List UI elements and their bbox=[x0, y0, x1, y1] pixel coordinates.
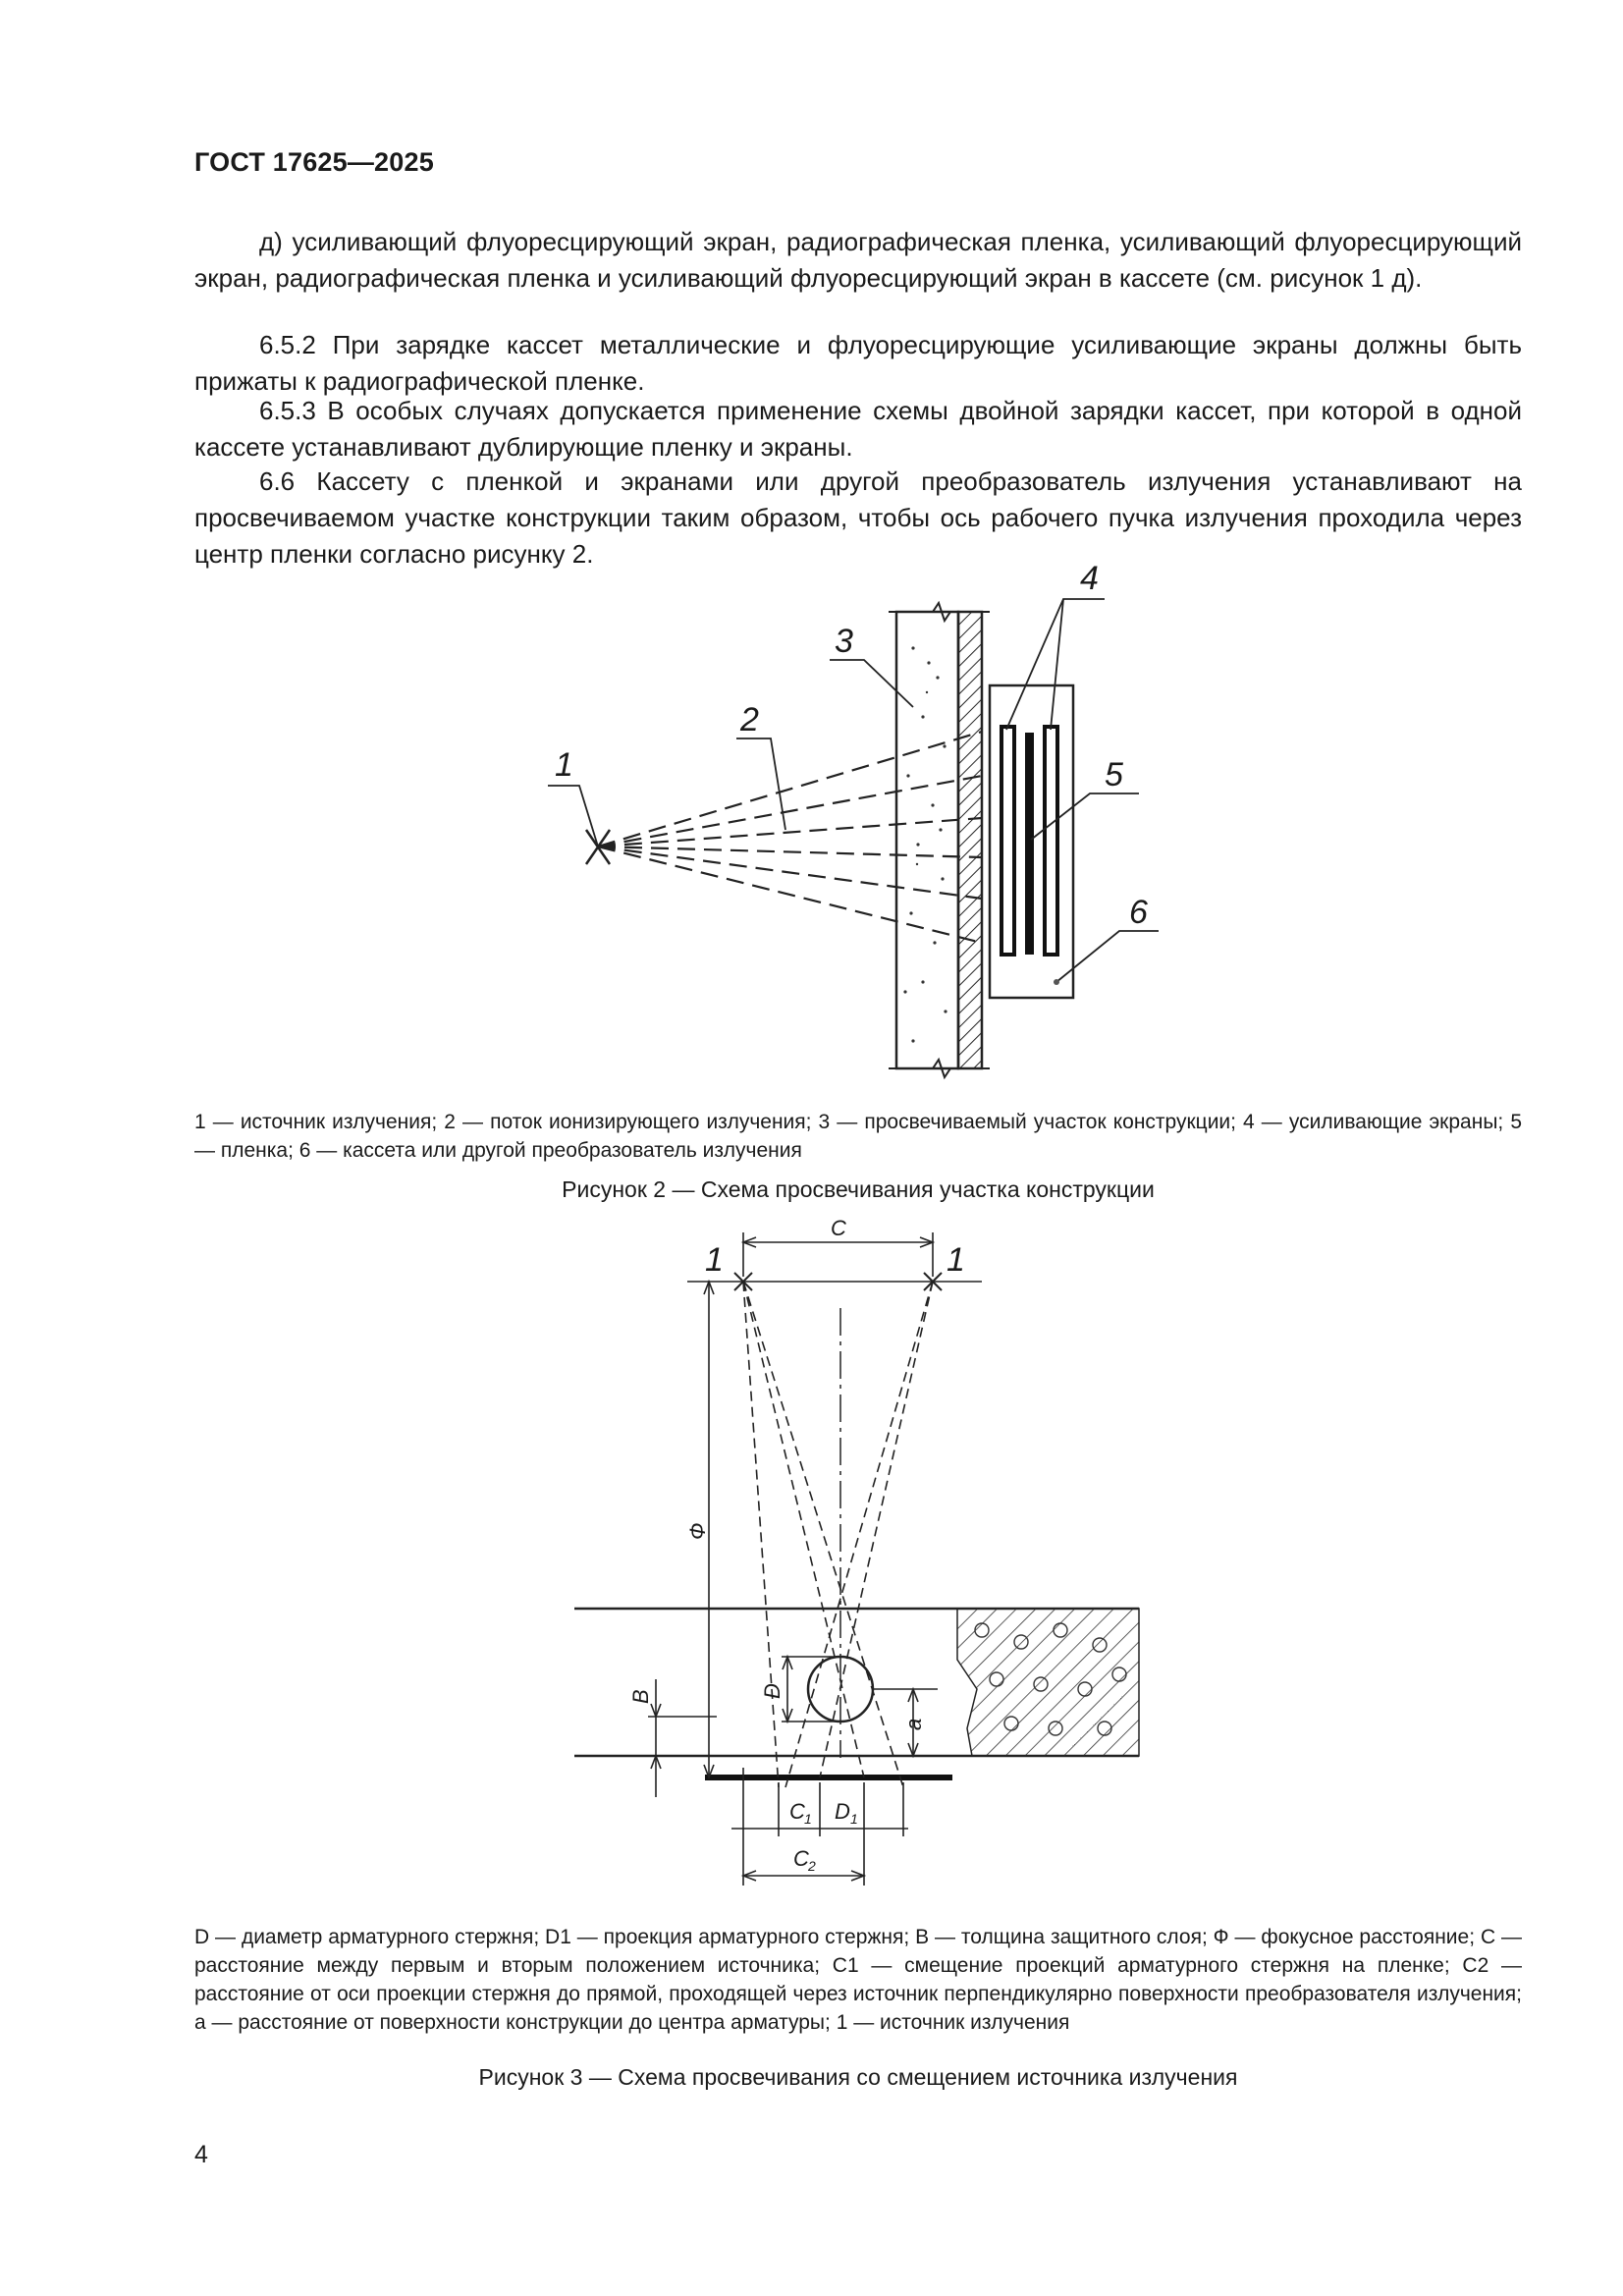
film bbox=[1025, 733, 1034, 955]
dimension-C1-D1-C2 bbox=[731, 1768, 908, 1886]
figure-3-caption: Рисунок 3 — Схема просвечивания со смещением источника излучения bbox=[478, 2064, 1238, 2090]
paragraph-6-6: 6.6 Кассету с пленкой и экранами или другой преобразователь излучения устанавливают на просвечиваемом участке конструкции таким образом, чтобы ось рабочего пучка излучения проходила через центр пленки согласно рисунку 2. bbox=[194, 466, 1522, 569]
wall-section bbox=[896, 612, 958, 1068]
fig3-label-B: B bbox=[628, 1689, 653, 1704]
fig2-label-3: 3 bbox=[835, 623, 853, 660]
page-number: 4 bbox=[194, 2141, 208, 2168]
fig3-label-phi: Ф bbox=[685, 1522, 710, 1540]
fig3-label-C2-sub: 2 bbox=[808, 1858, 816, 1874]
fig3-label-C1: C bbox=[789, 1799, 805, 1824]
screen-left bbox=[1001, 727, 1014, 955]
paragraph-6-5-2: 6.5.2 При зарядке кассет металлические и флуоресцирующие усиливающие экраны должны быть прижаты к радиографической пленке. bbox=[194, 330, 1522, 396]
screen-right bbox=[1045, 727, 1057, 955]
figure-3-diagram bbox=[0, 1208, 1623, 1915]
paragraph-d: д) усиливающий флуоресцирующий экран, радиографическая пленка, усиливающий флуоресцирующий экран, радиографическая пленка и усиливающий флуоресцирующий экран в кассете (см. рисунок 1 д). bbox=[194, 227, 1522, 293]
figure-2-diagram bbox=[0, 0, 1623, 1100]
document-header: ГОСТ 17625—2025 bbox=[194, 147, 434, 177]
fig2-label-2: 2 bbox=[740, 701, 759, 738]
fig2-label-5: 5 bbox=[1105, 756, 1123, 793]
fig2-label-4: 4 bbox=[1080, 560, 1099, 597]
fig3-label-C1-sub: 1 bbox=[804, 1811, 812, 1827]
concrete-hatched-region bbox=[957, 1609, 1139, 1756]
fig3-label-a: a bbox=[901, 1718, 926, 1730]
figure-2-legend: 1 — источник излучения; 2 — поток ионизирующего излучения; 3 — просвечиваемый участок конструкции; 4 — усиливающие экраны; 5 — пленка; 6 — кассета или другой преобразователь излучения bbox=[194, 1111, 1522, 1162]
figure-2-caption: Рисунок 2 — Схема просвечивания участка конструкции bbox=[562, 1176, 1155, 1202]
figure-3-legend: D — диаметр арматурного стержня; D1 — проекция арматурного стержня; B — толщина защитного слоя; Ф — фокусное расстояние; C — расстояние между первым и вторым положением источника; C1 — смещение проекций арматурного стержня на пленке; C2 — расстояние от оси проекции стержня до прямой, проходящей через источник перпендикулярно поверхности преобразователя излучения; a — расстояние от поверхности конструкции до центра арматуры; 1 — источник излучения bbox=[194, 1926, 1522, 2034]
fig3-label-D: D bbox=[760, 1683, 784, 1699]
fig3-label-D1: D bbox=[835, 1799, 850, 1824]
fig3-label-C: C bbox=[831, 1216, 846, 1240]
fig3-label-source-left: 1 bbox=[705, 1241, 724, 1279]
fig3-label-source-right: 1 bbox=[947, 1241, 965, 1279]
hatched-layer bbox=[958, 612, 982, 1068]
cassette-marker bbox=[1054, 979, 1059, 985]
fig3-label-D1-sub: 1 bbox=[850, 1811, 858, 1827]
fig3-label-C2: C bbox=[793, 1846, 809, 1871]
paragraph-6-5-3: 6.5.3 В особых случаях допускается применение схемы двойной зарядки кассет, при которой в одной кассете устанавливают дублирующие пленку и экраны. bbox=[194, 396, 1522, 462]
fig2-label-6: 6 bbox=[1129, 894, 1148, 931]
fig2-label-1: 1 bbox=[555, 746, 573, 784]
